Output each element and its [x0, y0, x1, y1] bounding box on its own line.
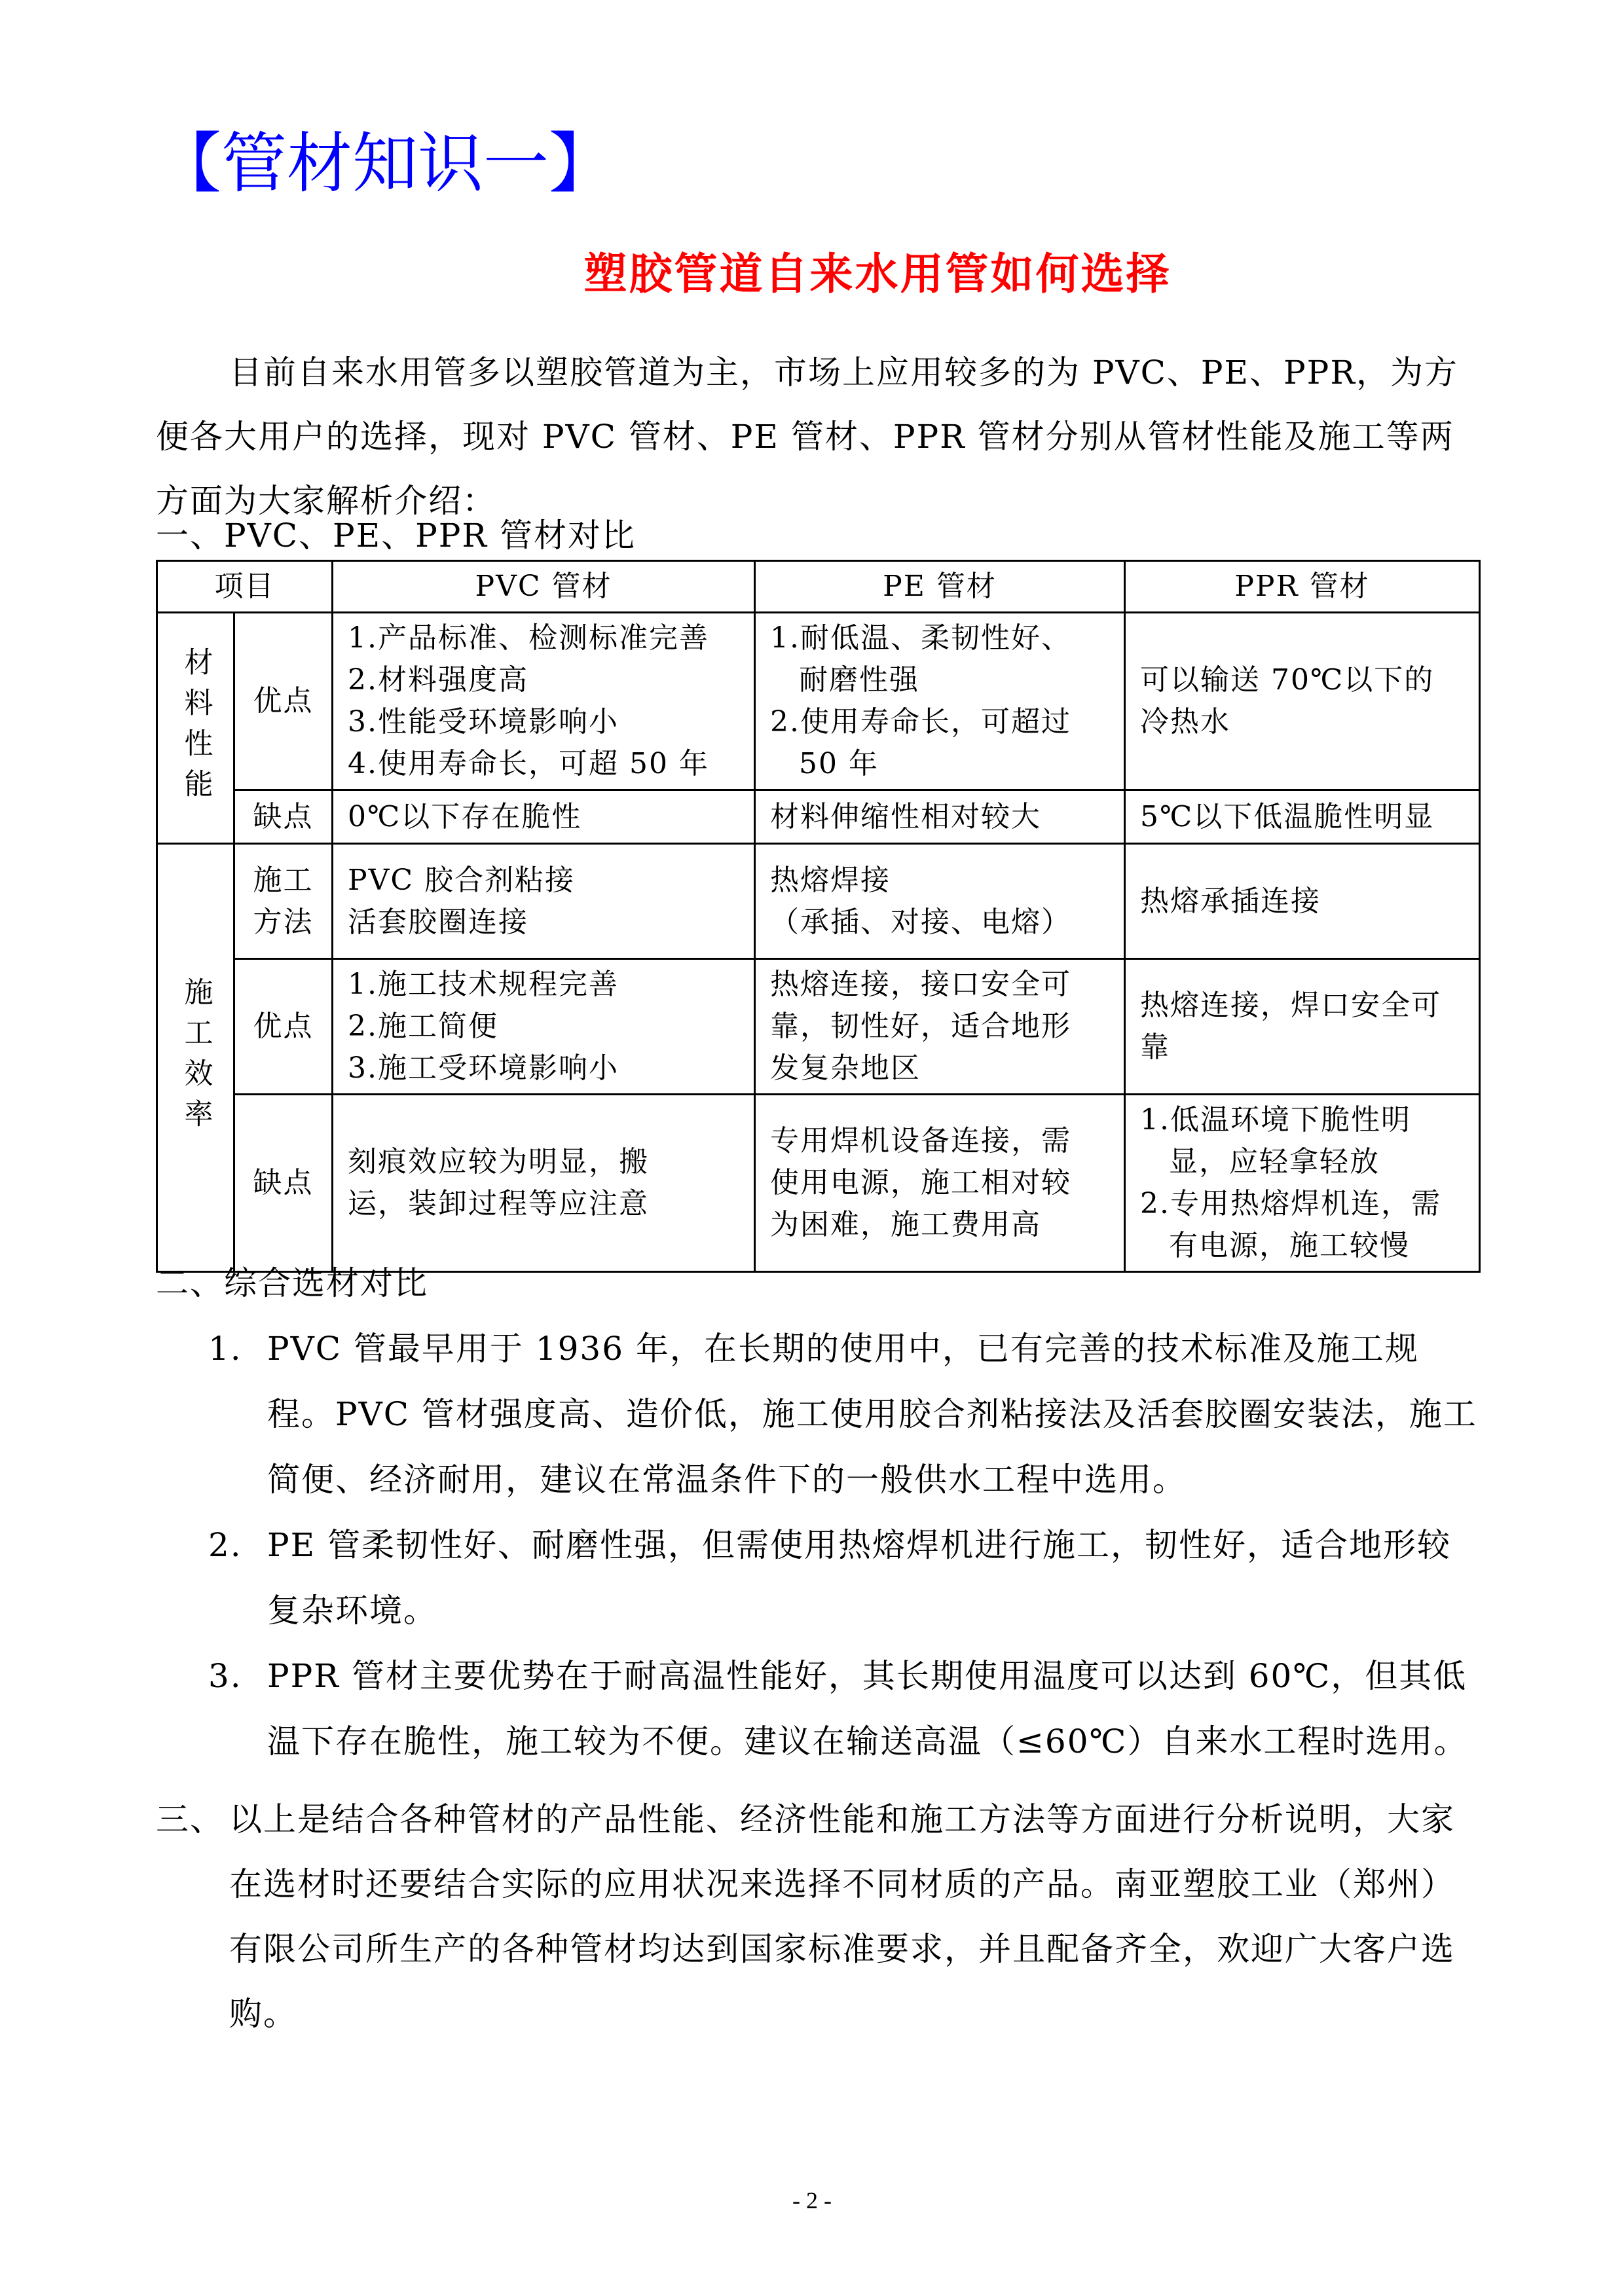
row-label: 缺点 [234, 790, 333, 844]
list-item-text: PVC 管最早用于 1936 年，在长期的使用中，已有完善的技术标准及施工规程。PVC 管材强度高、造价低，施工使用胶合剂粘接法及活套胶圈安装法，施工简便、经济耐用，建议在常温条件下的一般供水工程中选用。 [267, 1330, 1477, 1499]
list-item-number: 3. [208, 1657, 242, 1695]
header-item: 项目 [157, 561, 333, 613]
cell-pe: 热熔焊接 （承插、对接、电熔） [755, 844, 1125, 959]
list-item-text: PPR 管材主要优势在于耐高温性能好，其长期使用温度可以达到 60℃，但其低温下存在脆性，施工较为不便。建议在输送高温（≤60℃）自来水工程时选用。 [267, 1657, 1468, 1760]
cell-pvc: 0℃以下存在脆性 [333, 790, 755, 844]
group-construction-efficiency: 施工效率 [157, 844, 234, 1272]
cell-pe: 材料伸缩性相对较大 [755, 790, 1125, 844]
row-label: 优点 [234, 613, 333, 790]
row-label: 优点 [234, 959, 333, 1095]
group-material-performance: 材料性能 [157, 613, 234, 844]
cell-ppr: 可以输送 70℃以下的 冷热水 [1125, 613, 1480, 790]
list-item [156, 1316, 1479, 1512]
header-ppr: PPR 管材 [1125, 561, 1480, 613]
page-heading: 【管材知识一】 [156, 125, 614, 202]
cell-pe: 1.耐低温、柔韧性好、 耐磨性强 2.使用寿命长，可超过 50 年 [755, 613, 1125, 790]
header-pe: PE 管材 [755, 561, 1125, 613]
row-label [234, 844, 333, 959]
row-label: 缺点 [234, 1095, 333, 1272]
table-header-row [157, 561, 1480, 613]
section-2-heading: 二、综合选材对比 [156, 1264, 428, 1302]
cell-ppr: 热熔连接，焊口安全可 靠 [1125, 959, 1480, 1095]
cell-pvc: 1.施工技术规程完善 2.施工简便 3.施工受环境影响小 [333, 959, 755, 1095]
cell-ppr: 5℃以下低温脆性明显 [1125, 790, 1480, 844]
row-label-line: 方法 [253, 905, 314, 939]
list-item-text: PE 管柔韧性好、耐磨性强，但需使用热熔焊机进行施工，韧性好，适合地形较复杂环境。 [267, 1526, 1452, 1630]
row-label-line: 施工 [253, 863, 314, 897]
page-number: - 2 - [792, 2187, 832, 2214]
table-row [157, 1095, 1480, 1272]
section-1-heading: 一、PVC、PE、PPR 管材对比 [156, 517, 636, 555]
section-3-text: 以上是结合各种管材的产品性能、经济性能和施工方法等方面进行分析说明，大家在选材时还要结合实际的应用状况来选择不同材质的产品。南亚塑胶工业（郑州）有限公司所生产的各种管材均达到国家标准要求，并且配备齐全，欢迎广大客户选购。 [229, 1800, 1455, 2033]
table-row [157, 959, 1480, 1095]
cell-pvc: 刻痕效应较为明显，搬 运，装卸过程等应注意 [333, 1095, 755, 1272]
list-item-number: 1. [208, 1330, 242, 1368]
section-3-label: 三、 [156, 1800, 224, 1838]
section-3-paragraph [156, 1787, 1479, 2047]
table-row [157, 613, 1480, 790]
comparison-table [156, 560, 1481, 1273]
cell-pvc: PVC 胶合剂粘接 活套胶圈连接 [333, 844, 755, 959]
cell-pe: 热熔连接，接口安全可 靠，韧性好，适合地形 发复杂地区 [755, 959, 1125, 1095]
table-row [157, 790, 1480, 844]
header-pvc: PVC 管材 [333, 561, 755, 613]
cell-ppr: 热熔承插连接 [1125, 844, 1480, 959]
cell-ppr: 1.低温环境下脆性明 显，应轻拿轻放 2.专用热熔焊机连，需 有电源，施工较慢 [1125, 1095, 1480, 1272]
list-item [156, 1643, 1479, 1774]
document-title: 塑胶管道自来水用管如何选择 [583, 248, 1172, 299]
cell-pvc: 1.产品标准、检测标准完善 2.材料强度高 3.性能受环境影响小 4.使用寿命长，可超 50 年 [333, 613, 755, 790]
list-item-number: 2. [208, 1526, 242, 1564]
numbered-list [156, 1316, 1479, 1774]
list-item [156, 1512, 1479, 1643]
cell-pe: 专用焊机设备连接，需 使用电源，施工相对较 为困难，施工费用高 [755, 1095, 1125, 1272]
table-row [157, 844, 1480, 959]
intro-paragraph: 目前自来水用管多以塑胶管道为主，市场上应用较多的为 PVC、PE、PPR，为方便各大用户的选择，现对 PVC 管材、PE 管材、PPR 管材分别从管材性能及施工等两方面为大家解析介绍： [156, 354, 1458, 520]
